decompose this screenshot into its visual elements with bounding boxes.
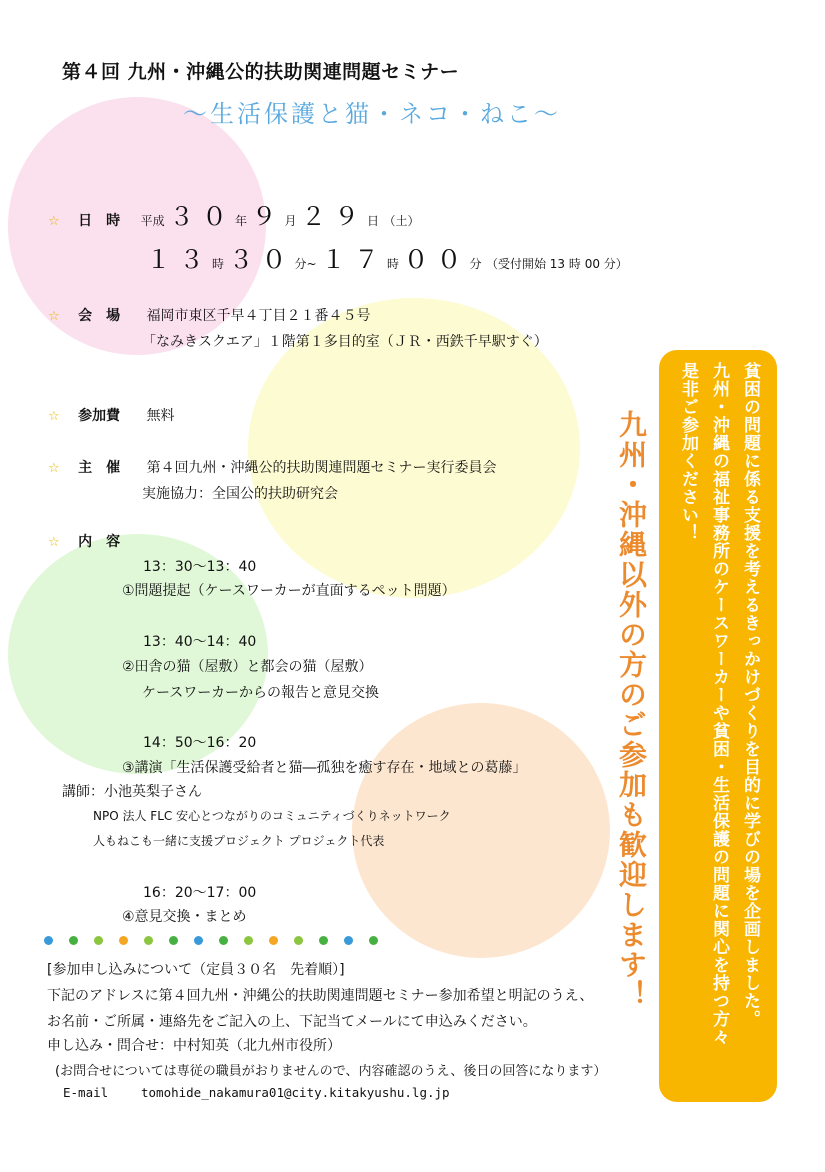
- contact-note: (お問合せについては専従の職員がおりませんので、内容確認のうえ、後日の回答になります）: [55, 1064, 607, 1079]
- dot-decoration: [219, 936, 228, 945]
- schedule-time: 13：40～14：40: [143, 634, 257, 650]
- minute-unit: 分: [469, 257, 482, 271]
- schedule-time: 14：50～16：20: [143, 735, 257, 751]
- end-hour: １７: [321, 245, 388, 274]
- schedule-title: ④意見交換・まとめ: [122, 909, 247, 925]
- content-row: [48, 531, 120, 551]
- dot-decoration: [319, 936, 328, 945]
- dot-decoration: [69, 936, 78, 945]
- hour-unit: 時: [387, 257, 400, 271]
- venue-address: 福岡市東区千早４丁目２１番４５号: [146, 308, 371, 324]
- schedule-time: 13：30～13：40: [143, 559, 257, 575]
- dot-decoration: [119, 936, 128, 945]
- start-minute: ３０: [228, 245, 295, 274]
- application-text: 下記のアドレスに第４回九州・沖縄公的扶助関連問題セミナー参加希望と明記のうえ、: [47, 988, 594, 1004]
- schedule-title: ③講演「生活保護受給者と猫―孤独を癒す存在・地域との葛藤」: [122, 760, 527, 776]
- month-unit: 月: [284, 214, 297, 228]
- fee-value: 無料: [146, 408, 175, 424]
- era: 平成: [140, 214, 165, 228]
- dot-decoration: [294, 936, 303, 945]
- weekday: （土）: [383, 214, 420, 228]
- dot-decoration: [344, 936, 353, 945]
- sidebar-line: 貧困の問題に係る支援を考えるきっかけづくりを目的に学びの場を企画しました。: [740, 362, 760, 1028]
- venue-row: [48, 305, 371, 325]
- sidebar-line: 是非ご参加ください！: [678, 362, 698, 542]
- welcome-banner: 九州・沖縄以外の方のご参加も歓迎します！: [615, 410, 648, 1010]
- schedule-title: ②田舎の猫（屋敷）と都会の猫（屋敷）: [122, 659, 373, 675]
- dot-decoration: [44, 936, 53, 945]
- sidebar-line: 九州・沖縄の福祉事務所のケースワーカーや貧困・生活保護の問題に関心を持つ方々: [709, 362, 729, 1046]
- organizer-row: [48, 457, 497, 477]
- lecturer-project: 人もねこも一緒に支援プロジェクト プロジェクト代表: [93, 834, 385, 848]
- hour-unit: 時: [212, 257, 225, 271]
- orange-circle-decoration: [352, 703, 610, 958]
- schedule-subtitle: ケースワーカーからの報告と意見交換: [142, 685, 380, 701]
- organizer-label: 主 催: [78, 460, 121, 476]
- email-label: E-mail: [63, 1085, 109, 1100]
- dot-decoration: [169, 936, 178, 945]
- fee-label: 参加費: [78, 408, 121, 424]
- dot-decoration: [194, 936, 203, 945]
- time-row: [146, 240, 628, 276]
- star-icon: ☆: [48, 461, 60, 476]
- dot-divider: [44, 932, 424, 950]
- venue-label: 会 場: [78, 308, 121, 324]
- content-label: 内 容: [78, 534, 121, 550]
- venue-building: 「なみきスクエア」１階第１多目的室（ＪＲ・西鉄千早駅すぐ）: [142, 334, 548, 350]
- page-title: 第４回 九州・沖縄公的扶助関連問題セミナー: [62, 61, 460, 83]
- application-text: お名前・ご所属・連絡先をご記入の上、下記当てメールにて申込みください。: [47, 1014, 537, 1030]
- year-unit: 年: [235, 214, 248, 228]
- dot-decoration: [269, 936, 278, 945]
- end-minute: ００: [403, 245, 470, 274]
- email-address[interactable]: tomohide_nakamura01@city.kitakyushu.lg.jp: [141, 1085, 450, 1100]
- contact-person: 申し込み・問合せ：中村知英（北九州市役所）: [47, 1038, 341, 1054]
- datetime-label: 日 時: [78, 213, 121, 229]
- day: ２９: [301, 202, 368, 231]
- organizer-name: 第４回九州・沖縄公的扶助関連問題セミナー実行委員会: [146, 460, 497, 476]
- reception-time: （受付開始 13 時 00 分）: [485, 257, 628, 271]
- star-icon: ☆: [48, 535, 60, 550]
- star-icon: ☆: [48, 214, 60, 229]
- year: ３０: [169, 202, 236, 231]
- day-unit: 日: [367, 214, 380, 228]
- lecturer-org: NPO 法人 FLC 安心とつながりのコミュニティづくりネットワーク: [93, 809, 451, 823]
- dot-decoration: [94, 936, 103, 945]
- lecturer-name: 講師：小池英梨子さん: [62, 784, 202, 800]
- cooperation: 実施協力：全国公的扶助研究会: [142, 486, 338, 502]
- month: ９: [251, 202, 285, 231]
- schedule-title: ①問題提起（ケースワーカーが直面するペット問題）: [122, 583, 456, 599]
- info-sidebar-text: [672, 362, 765, 1092]
- datetime-row: [48, 197, 420, 233]
- dot-decoration: [244, 936, 253, 945]
- dot-decoration: [369, 936, 378, 945]
- application-heading: [参加申し込みについて（定員３０名 先着順）]: [47, 962, 345, 978]
- page-subtitle: ～生活保護と猫・ネコ・ねこ～: [183, 100, 561, 128]
- dot-decoration: [144, 936, 153, 945]
- schedule-time: 16：20～17：00: [143, 885, 257, 901]
- star-icon: ☆: [48, 309, 60, 324]
- fee-row: [48, 405, 175, 425]
- star-icon: ☆: [48, 409, 60, 424]
- start-hour: １３: [146, 245, 213, 274]
- minute-unit: 分~: [294, 257, 317, 271]
